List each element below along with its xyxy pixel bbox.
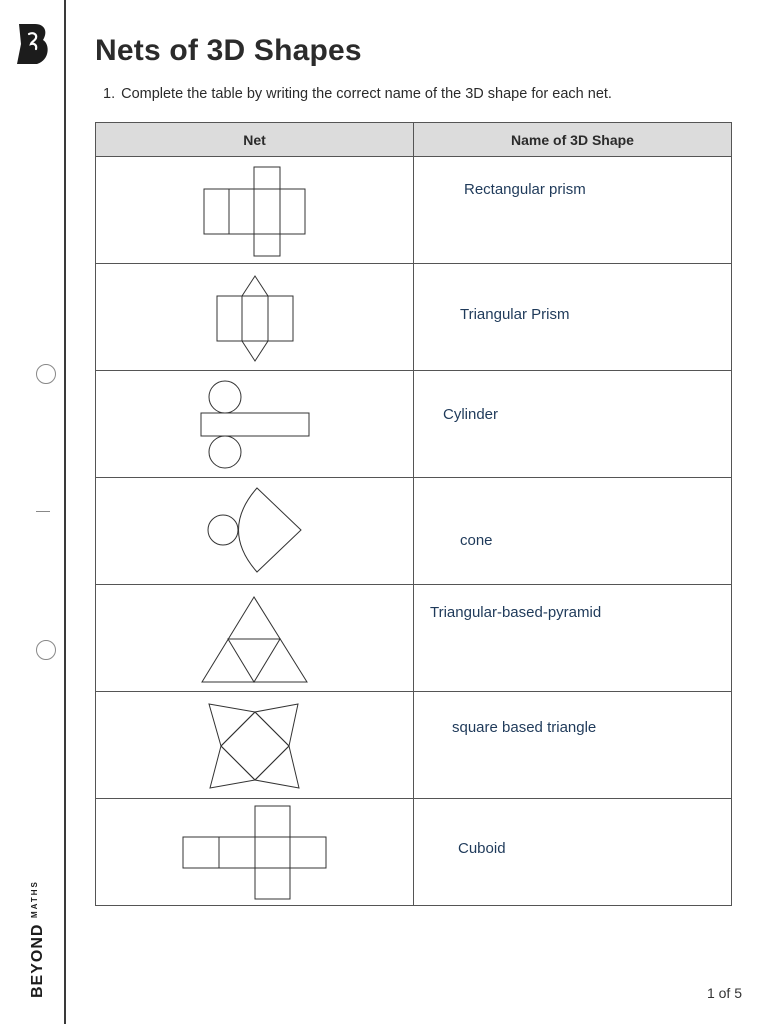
square-pyramid-net-icon — [96, 692, 413, 798]
table-row — [96, 799, 732, 906]
table-row — [96, 585, 732, 692]
table-row — [96, 371, 732, 478]
answer-text: Cuboid — [458, 840, 506, 857]
question-number: 1. — [103, 86, 116, 102]
answer-text: square based triangle — [452, 719, 597, 736]
answer-text: cone — [460, 532, 493, 549]
net-cell — [96, 799, 414, 906]
table-row — [96, 264, 732, 371]
fold-mark — [36, 511, 50, 512]
margin-line — [64, 0, 66, 1024]
answer-text: Rectangular prism — [464, 181, 586, 198]
answer-cell[interactable] — [414, 157, 732, 264]
net-cell — [96, 157, 414, 264]
answer-cell[interactable] — [414, 478, 732, 585]
net-cell — [96, 585, 414, 692]
page-number: 1 of 5 — [706, 985, 742, 1001]
triangular-pyramid-net-icon — [96, 585, 413, 691]
instruction — [103, 86, 612, 102]
answer-cell[interactable] — [414, 799, 732, 906]
cube-net-icon — [96, 799, 413, 905]
nets-table — [95, 122, 732, 906]
brand-word-beyond: BEYOND — [29, 923, 46, 998]
beyond-maths-wordmark — [24, 860, 48, 1000]
net-cell — [96, 478, 414, 585]
table-row — [96, 692, 732, 799]
table-header-row — [96, 123, 732, 157]
answer-cell[interactable] — [414, 264, 732, 371]
beyond-logo-icon — [15, 22, 51, 66]
answer-cell[interactable] — [414, 692, 732, 799]
net-cell — [96, 371, 414, 478]
answer-text: Triangular Prism — [460, 306, 570, 323]
net-cell — [96, 692, 414, 799]
page-title: Nets of 3D Shapes — [95, 34, 362, 67]
punch-hole-top — [36, 364, 56, 384]
punch-hole-bottom — [36, 640, 56, 660]
rectangular-prism-net-icon — [96, 157, 413, 263]
header-net: Net — [96, 123, 414, 157]
answer-text: Triangular-based-pyramid — [430, 604, 602, 621]
table-row — [96, 478, 732, 585]
answer-cell[interactable] — [414, 585, 732, 692]
instruction-text: Complete the table by writing the correct name of the 3D shape for each net. — [121, 86, 612, 102]
table-row — [96, 157, 732, 264]
answer-cell[interactable] — [414, 371, 732, 478]
answer-text: Cylinder — [443, 406, 499, 423]
triangular-prism-net-icon — [96, 264, 413, 370]
cone-net-icon — [96, 478, 413, 584]
net-cell — [96, 264, 414, 371]
brand-word-maths: MATHS — [30, 880, 39, 918]
header-shape-name: Name of 3D Shape — [414, 123, 732, 157]
cylinder-net-icon — [96, 371, 413, 477]
